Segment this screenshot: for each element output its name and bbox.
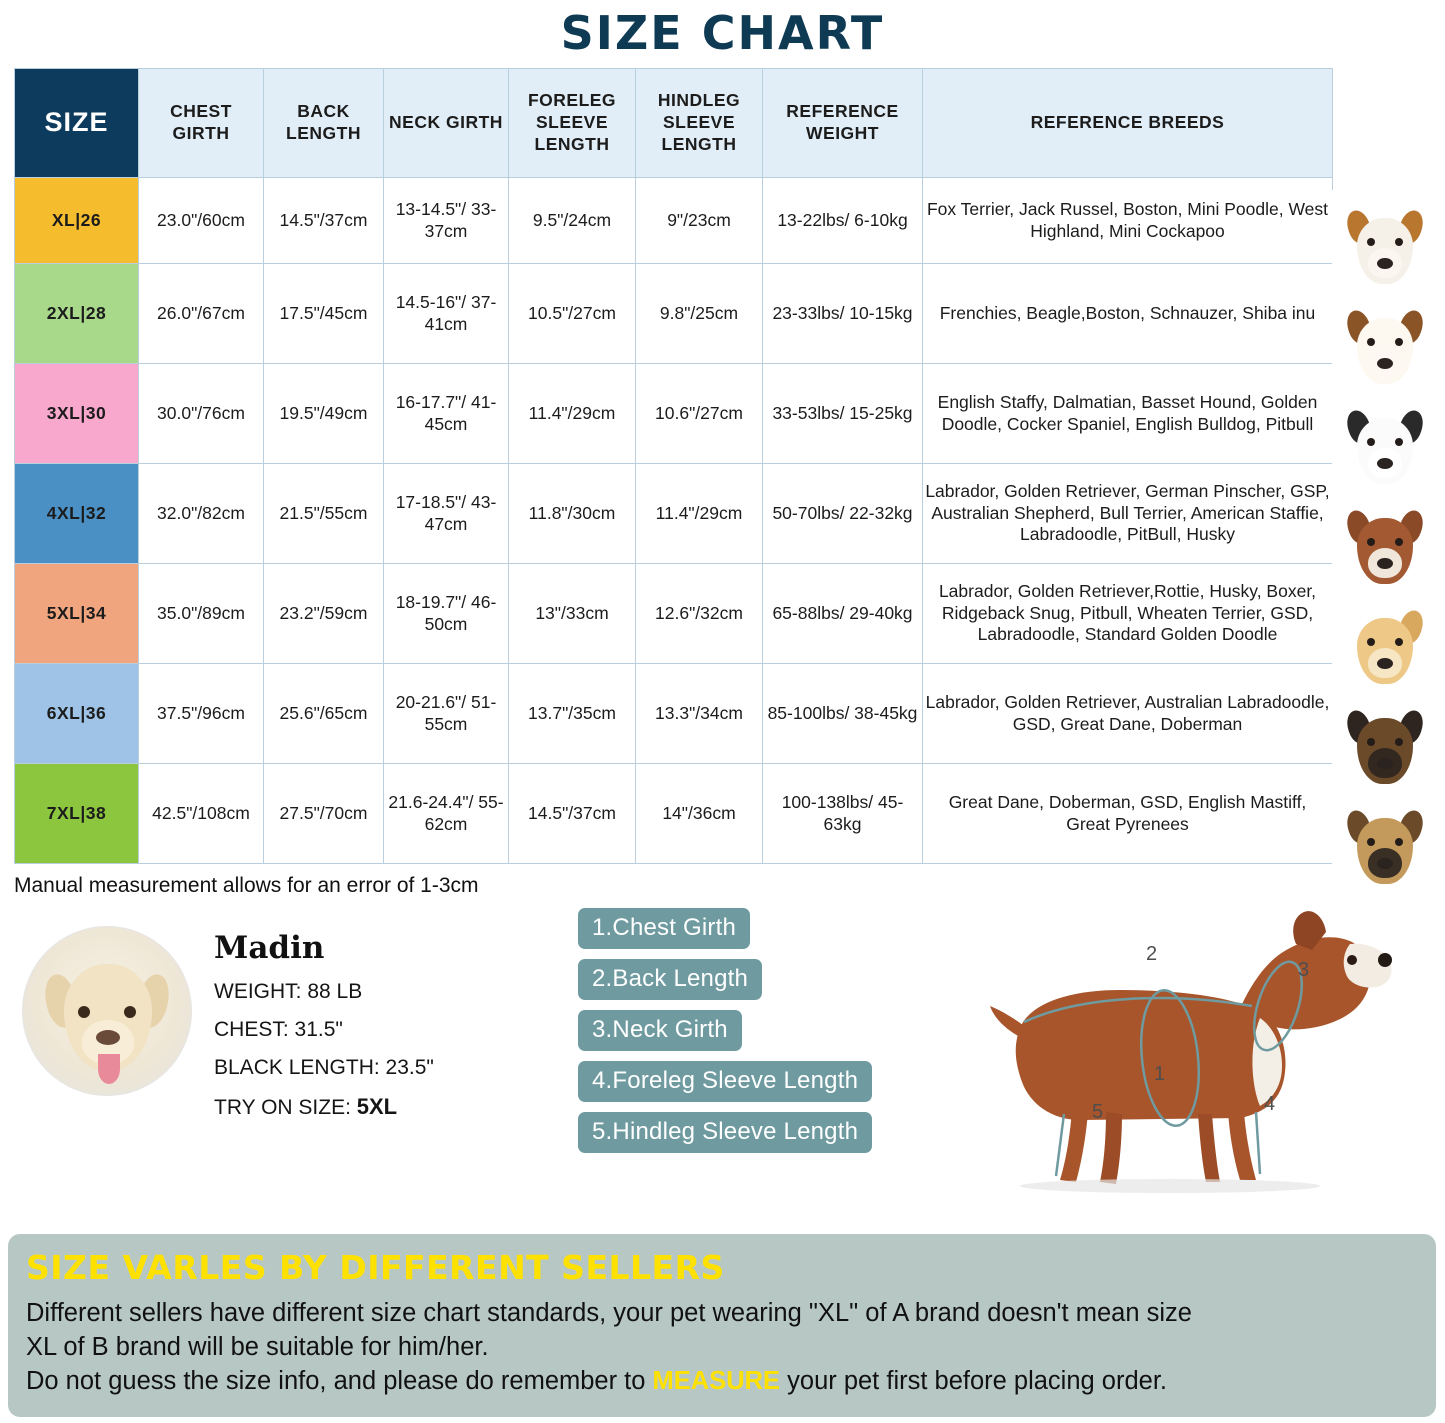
profile-info [214, 926, 434, 1134]
cell-neck: 14.5-16"/ 37-41cm [384, 264, 509, 364]
banner-line-3 [26, 1365, 1418, 1399]
header-back-length: BACK LENGTH [264, 69, 384, 178]
legend-item-neck-girth: 3.Neck Girth [578, 1010, 742, 1051]
cell-hindleg: 13.3"/34cm [636, 664, 763, 764]
marker-3: 3 [1298, 959, 1310, 981]
cell-breeds: Fox Terrier, Jack Russel, Boston, Mini Poodle, West Highland, Mini Cockapoo [923, 178, 1333, 264]
cell-breeds: Labrador, Golden Retriever, Australian Labradoodle, GSD, Great Dane, Doberman [923, 664, 1333, 764]
table-row [15, 264, 1333, 364]
cell-back: 19.5"/49cm [264, 364, 384, 464]
breed-photo-golden-retriever [1332, 590, 1438, 690]
header-neck-girth: NECK GIRTH [384, 69, 509, 178]
dog-illustration [990, 911, 1392, 1193]
cell-size: 6XL|36 [15, 664, 139, 764]
breed-photo-great-dane [1332, 790, 1438, 890]
cell-weight: 13-22lbs/ 6-10kg [763, 178, 923, 264]
pet-try-on-size [214, 1094, 434, 1120]
legend-item-back-length: 2.Back Length [578, 959, 762, 1000]
cell-breeds: Labrador, Golden Retriever,Rottie, Husky, Boxer, Ridgeback Snug, Pitbull, Wheaten Terrier, GSD, Labradoodle, Standard Golden Doodle [923, 564, 1333, 664]
cell-hindleg: 12.6"/32cm [636, 564, 763, 664]
banner-line-2: XL of B brand will be suitable for him/her. [26, 1333, 489, 1362]
cell-size: 7XL|38 [15, 764, 139, 864]
cell-chest: 35.0"/89cm [139, 564, 264, 664]
banner-body [26, 1297, 1418, 1399]
legend-item-foreleg-sleeve-length: 4.Foreleg Sleeve Length [578, 1061, 872, 1102]
header-size: SIZE [15, 69, 139, 178]
breed-photo-american-staffordshire-terrier [1332, 490, 1438, 590]
header-reference-weight: REFERENCE WEIGHT [763, 69, 923, 178]
cell-weight: 100-138lbs/ 45-63kg [763, 764, 923, 864]
cell-size: 4XL|32 [15, 464, 139, 564]
marker-4: 4 [1264, 1093, 1276, 1115]
cell-size: 2XL|28 [15, 264, 139, 364]
cell-chest: 42.5"/108cm [139, 764, 264, 864]
cell-neck: 18-19.7"/ 46-50cm [384, 564, 509, 664]
pet-chest: CHEST: 31.5" [214, 1018, 343, 1041]
banner-title: SIZE VARLES BY DIFFERENT SELLERS [26, 1248, 725, 1288]
cell-back: 23.2"/59cm [264, 564, 384, 664]
page-title: SIZE CHART [560, 6, 885, 60]
cell-chest: 30.0"/76cm [139, 364, 264, 464]
cell-weight: 23-33lbs/ 10-15kg [763, 264, 923, 364]
measurement-note: Manual measurement allows for an error of 1-3cm [14, 874, 479, 897]
cell-hindleg: 14"/36cm [636, 764, 763, 864]
legend-item-chest-girth: 1.Chest Girth [578, 908, 750, 949]
cell-size: 5XL|34 [15, 564, 139, 664]
cell-back: 17.5"/45cm [264, 264, 384, 364]
cell-weight: 33-53lbs/ 15-25kg [763, 364, 923, 464]
header-chest-girth: CHEST GIRTH [139, 69, 264, 178]
breed-photo-column [1332, 190, 1438, 890]
lower-section [0, 898, 1445, 1198]
cell-weight: 65-88lbs/ 29-40kg [763, 564, 923, 664]
cell-weight: 50-70lbs/ 22-32kg [763, 464, 923, 564]
table-row [15, 178, 1333, 264]
cell-neck: 20-21.6"/ 51-55cm [384, 664, 509, 764]
header-reference-breeds: REFERENCE BREEDS [923, 69, 1333, 178]
breed-photo-beagle [1332, 290, 1438, 390]
cell-foreleg: 11.8"/30cm [509, 464, 636, 564]
table-row [15, 664, 1333, 764]
size-table-container [0, 68, 1445, 864]
cell-weight: 85-100lbs/ 38-45kg [763, 664, 923, 764]
cell-foreleg: 9.5"/24cm [509, 178, 636, 264]
cell-size: 3XL|30 [15, 364, 139, 464]
cell-foreleg: 10.5"/27cm [509, 264, 636, 364]
legend-item-hindleg-sleeve-length: 5.Hindleg Sleeve Length [578, 1112, 872, 1153]
banner-line-3-b: your pet first before placing order. [780, 1367, 1168, 1396]
dog-diagram-svg [960, 898, 1440, 1198]
breed-photo-german-shepherd [1332, 690, 1438, 790]
breed-photo-dalmatian [1332, 390, 1438, 490]
table-body [15, 178, 1333, 864]
cell-breeds: English Staffy, Dalmatian, Basset Hound, Golden Doodle, Cocker Spaniel, English Bulldog, Pitbull [923, 364, 1333, 464]
cell-hindleg: 9"/23cm [636, 178, 763, 264]
cell-foreleg: 11.4"/29cm [509, 364, 636, 464]
header-foreleg-sleeve-length: FORELEG SLEEVE LENGTH [509, 69, 636, 178]
measurement-legend [578, 908, 958, 1163]
pet-back-length: BLACK LENGTH: 23.5" [214, 1056, 434, 1079]
table-header-row [15, 69, 1333, 178]
cell-neck: 16-17.7"/ 41-45cm [384, 364, 509, 464]
cell-chest: 37.5"/96cm [139, 664, 264, 764]
cell-neck: 17-18.5"/ 43-47cm [384, 464, 509, 564]
pet-profile-card [22, 926, 542, 1134]
marker-1: 1 [1154, 1063, 1166, 1085]
cell-neck: 13-14.5"/ 33-37cm [384, 178, 509, 264]
table-row [15, 364, 1333, 464]
table-row [15, 764, 1333, 864]
cell-chest: 32.0"/82cm [139, 464, 264, 564]
table-row [15, 564, 1333, 664]
cell-back: 14.5"/37cm [264, 178, 384, 264]
cell-size: XL|26 [15, 178, 139, 264]
pet-name: Madin [214, 930, 325, 966]
cell-foreleg: 14.5"/37cm [509, 764, 636, 864]
size-table [14, 68, 1333, 864]
try-on-size-label: TRY ON SIZE: [214, 1096, 351, 1119]
header-hindleg-sleeve-length: HINDLEG SLEEVE LENGTH [636, 69, 763, 178]
cell-hindleg: 10.6"/27cm [636, 364, 763, 464]
cell-back: 25.6"/65cm [264, 664, 384, 764]
cell-chest: 26.0"/67cm [139, 264, 264, 364]
table-row [15, 464, 1333, 564]
cell-breeds: Great Dane, Doberman, GSD, English Mastiff, Great Pyrenees [923, 764, 1333, 864]
breed-photo-jack-russell-terrier [1332, 190, 1438, 290]
cell-back: 27.5"/70cm [264, 764, 384, 864]
cell-breeds: Frenchies, Beagle,Boston, Schnauzer, Shiba inu [923, 264, 1333, 364]
cell-hindleg: 9.8"/25cm [636, 264, 763, 364]
banner-measure-highlight: MEASURE [652, 1367, 781, 1396]
banner-line-3-a: Do not guess the size info, and please do remember to [26, 1367, 653, 1396]
banner-line-1: Different sellers have different size chart standards, your pet wearing "XL" of A brand doesn't mean size [26, 1299, 1192, 1328]
cell-hindleg: 11.4"/29cm [636, 464, 763, 564]
marker-2: 2 [1146, 943, 1158, 965]
marker-5: 5 [1092, 1101, 1104, 1123]
pet-weight: WEIGHT: 88 LB [214, 980, 363, 1003]
try-on-size-value: 5XL [356, 1094, 398, 1119]
cell-chest: 23.0"/60cm [139, 178, 264, 264]
dog-measurement-diagram [960, 898, 1440, 1198]
cell-breeds: Labrador, Golden Retriever, German Pinscher, GSP, Australian Shepherd, Bull Terrier, American Staffie, Labradoodle, PitBull, Husky [923, 464, 1333, 564]
cell-neck: 21.6-24.4"/ 55-62cm [384, 764, 509, 864]
cell-foreleg: 13"/33cm [509, 564, 636, 664]
avatar [22, 926, 192, 1096]
cell-foreleg: 13.7"/35cm [509, 664, 636, 764]
cell-back: 21.5"/55cm [264, 464, 384, 564]
seller-size-warning-banner [8, 1234, 1436, 1417]
